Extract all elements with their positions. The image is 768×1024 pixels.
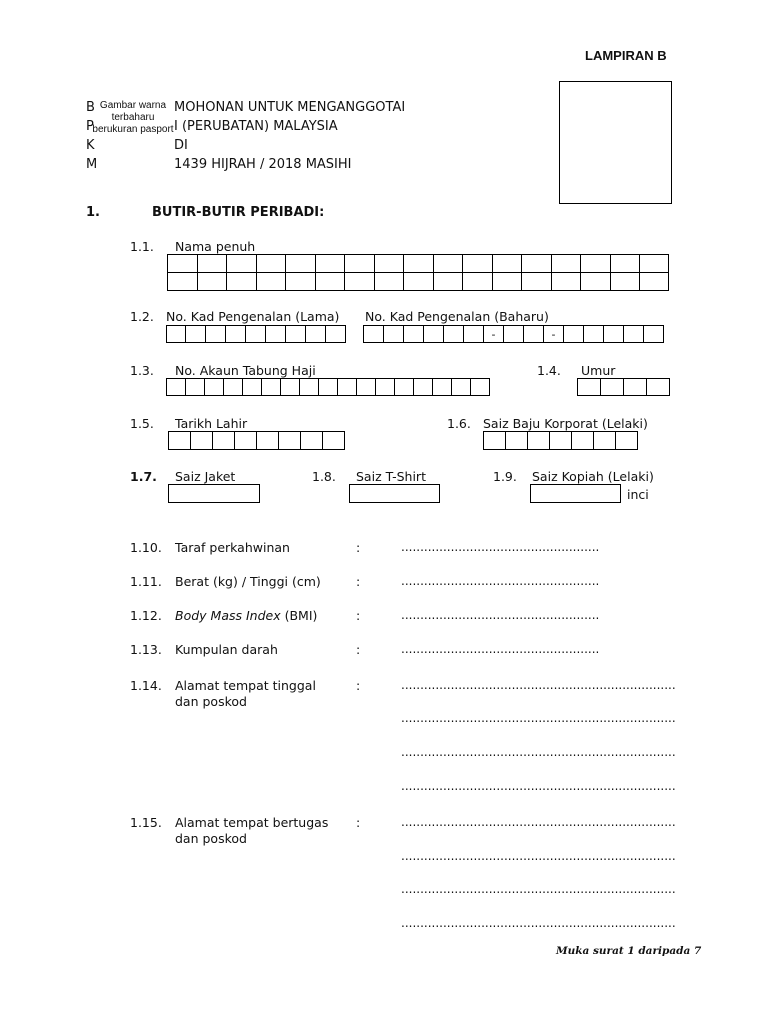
alamat-tinggal-line[interactable]: ........................................................................ (401, 779, 676, 793)
field-number: 1.1. (130, 239, 154, 254)
grid-row (484, 432, 638, 450)
field-number: 1.12. (130, 608, 162, 623)
grid-row (167, 326, 346, 343)
alamat-bertugas-line[interactable]: ........................................................................ (401, 916, 676, 930)
bmi-line[interactable]: .................................................... (401, 608, 600, 622)
title-line: 1439 HIJRAH / 2018 MASIHI (174, 157, 352, 172)
grid-row (169, 432, 345, 450)
field-label-ic-baharu: No. Kad Pengenalan (Baharu) (365, 309, 549, 324)
tabung-haji-grid[interactable] (166, 378, 490, 396)
field-label-bmi (175, 608, 317, 623)
alamat-bertugas-line[interactable]: ........................................................................ (401, 849, 676, 863)
photo-caption-line: terbaharu (111, 112, 155, 123)
label-line: dan poskod (175, 831, 247, 846)
field-number: 1.11. (130, 574, 162, 589)
document-title (174, 98, 405, 174)
title-left-char: K (86, 138, 95, 153)
field-label-alamat-bertugas (175, 815, 328, 847)
field-number: 1.6. (447, 416, 471, 431)
field-label-alamat-tinggal (175, 678, 316, 710)
title-left-char: B (86, 100, 95, 115)
title-left-char: P (86, 119, 94, 134)
field-number: 1.13. (130, 642, 162, 657)
field-label-kumpulan-darah: Kumpulan darah (175, 642, 278, 657)
ic-baharu-grid[interactable] (363, 325, 664, 343)
field-number: 1.7. (130, 469, 157, 484)
field-label-saiz-baju: Saiz Baju Korporat (Lelaki) (483, 416, 648, 431)
field-label-saiz-kopiah: Saiz Kopiah (Lelaki) (532, 469, 654, 484)
ic-dash: - (484, 326, 504, 343)
grid-row (168, 273, 669, 291)
saiz-baju-grid[interactable] (483, 431, 638, 450)
field-number: 1.14. (130, 678, 162, 693)
umur-grid[interactable] (577, 378, 670, 396)
title-line: MOHONAN UNTUK MENGANGGOTAI (174, 100, 406, 115)
field-label-saiz-tshirt: Saiz T-Shirt (356, 469, 426, 484)
field-label-taraf-perkahwinan: Taraf perkahwinan (175, 540, 290, 555)
label-line: dan poskod (175, 694, 247, 709)
ic-lama-grid[interactable] (166, 325, 346, 343)
section-title: BUTIR-BUTIR PERIBADI: (152, 205, 325, 220)
title-line: I (PERUBATAN) MALAYSIA (174, 119, 338, 134)
photo-caption-line: Gambar warna (99, 100, 167, 111)
photo-box[interactable] (559, 81, 672, 204)
lampiran-label: LAMPIRAN B (585, 48, 667, 63)
page-footer: Muka surat 1 daripada 7 (556, 945, 702, 957)
saiz-tshirt-input[interactable] (349, 484, 440, 503)
field-colon: : (356, 574, 361, 589)
field-colon: : (356, 815, 361, 830)
photo-caption (84, 100, 182, 136)
field-colon: : (356, 678, 361, 693)
taraf-perkahwinan-line[interactable]: .................................................... (401, 540, 600, 554)
field-colon: : (356, 540, 361, 555)
field-label-ic-lama: No. Kad Pengenalan (Lama) (166, 309, 340, 324)
grid-row (364, 326, 664, 343)
grid-row (578, 379, 670, 396)
saiz-kopiah-input[interactable] (530, 484, 621, 503)
grid-row (167, 379, 490, 396)
alamat-bertugas-line[interactable]: ........................................................................ (401, 815, 676, 829)
field-colon: : (356, 608, 361, 623)
field-label-saiz-jaket: Saiz Jaket (175, 469, 236, 484)
field-number: 1.2. (130, 309, 154, 324)
photo-caption-line: berukuran pasport (92, 124, 174, 135)
berat-tinggi-line[interactable]: .................................................... (401, 574, 600, 588)
field-label-tabung-haji: No. Akaun Tabung Haji (175, 363, 316, 378)
field-colon: : (356, 642, 361, 657)
field-number: 1.3. (130, 363, 154, 378)
label-line: Alamat tempat bertugas (175, 815, 329, 830)
kopiah-unit: inci (627, 487, 649, 502)
field-number: 1.10. (130, 540, 162, 555)
field-number: 1.4. (537, 363, 561, 378)
tarikh-lahir-grid[interactable] (168, 431, 345, 450)
nama-penuh-grid[interactable] (167, 254, 669, 291)
title-left-char: M (86, 157, 98, 172)
field-label-berat-tinggi: Berat (kg) / Tinggi (cm) (175, 574, 321, 589)
field-label-tarikh-lahir: Tarikh Lahir (175, 416, 248, 431)
field-label-umur: Umur (581, 363, 616, 378)
field-number: 1.5. (130, 416, 154, 431)
field-number: 1.9. (493, 469, 517, 484)
alamat-tinggal-line[interactable]: ........................................................................ (401, 745, 676, 759)
grid-row (168, 255, 669, 273)
ic-dash: - (544, 326, 564, 343)
title-line: DI (174, 138, 188, 153)
section-number: 1. (86, 205, 100, 220)
label-line: Alamat tempat tinggal (175, 678, 316, 693)
field-number: 1.15. (130, 815, 162, 830)
field-number: 1.8. (312, 469, 336, 484)
bmi-italic: Body Mass Index (175, 608, 281, 623)
alamat-tinggal-line[interactable]: ........................................................................ (401, 711, 676, 725)
alamat-tinggal-line[interactable]: ........................................................................ (401, 678, 676, 692)
alamat-bertugas-line[interactable]: ........................................................................ (401, 882, 676, 896)
bmi-rest: (BMI) (280, 608, 318, 623)
kumpulan-darah-line[interactable]: .................................................... (401, 642, 600, 656)
saiz-jaket-input[interactable] (168, 484, 260, 503)
field-label-nama-penuh: Nama penuh (175, 239, 256, 254)
